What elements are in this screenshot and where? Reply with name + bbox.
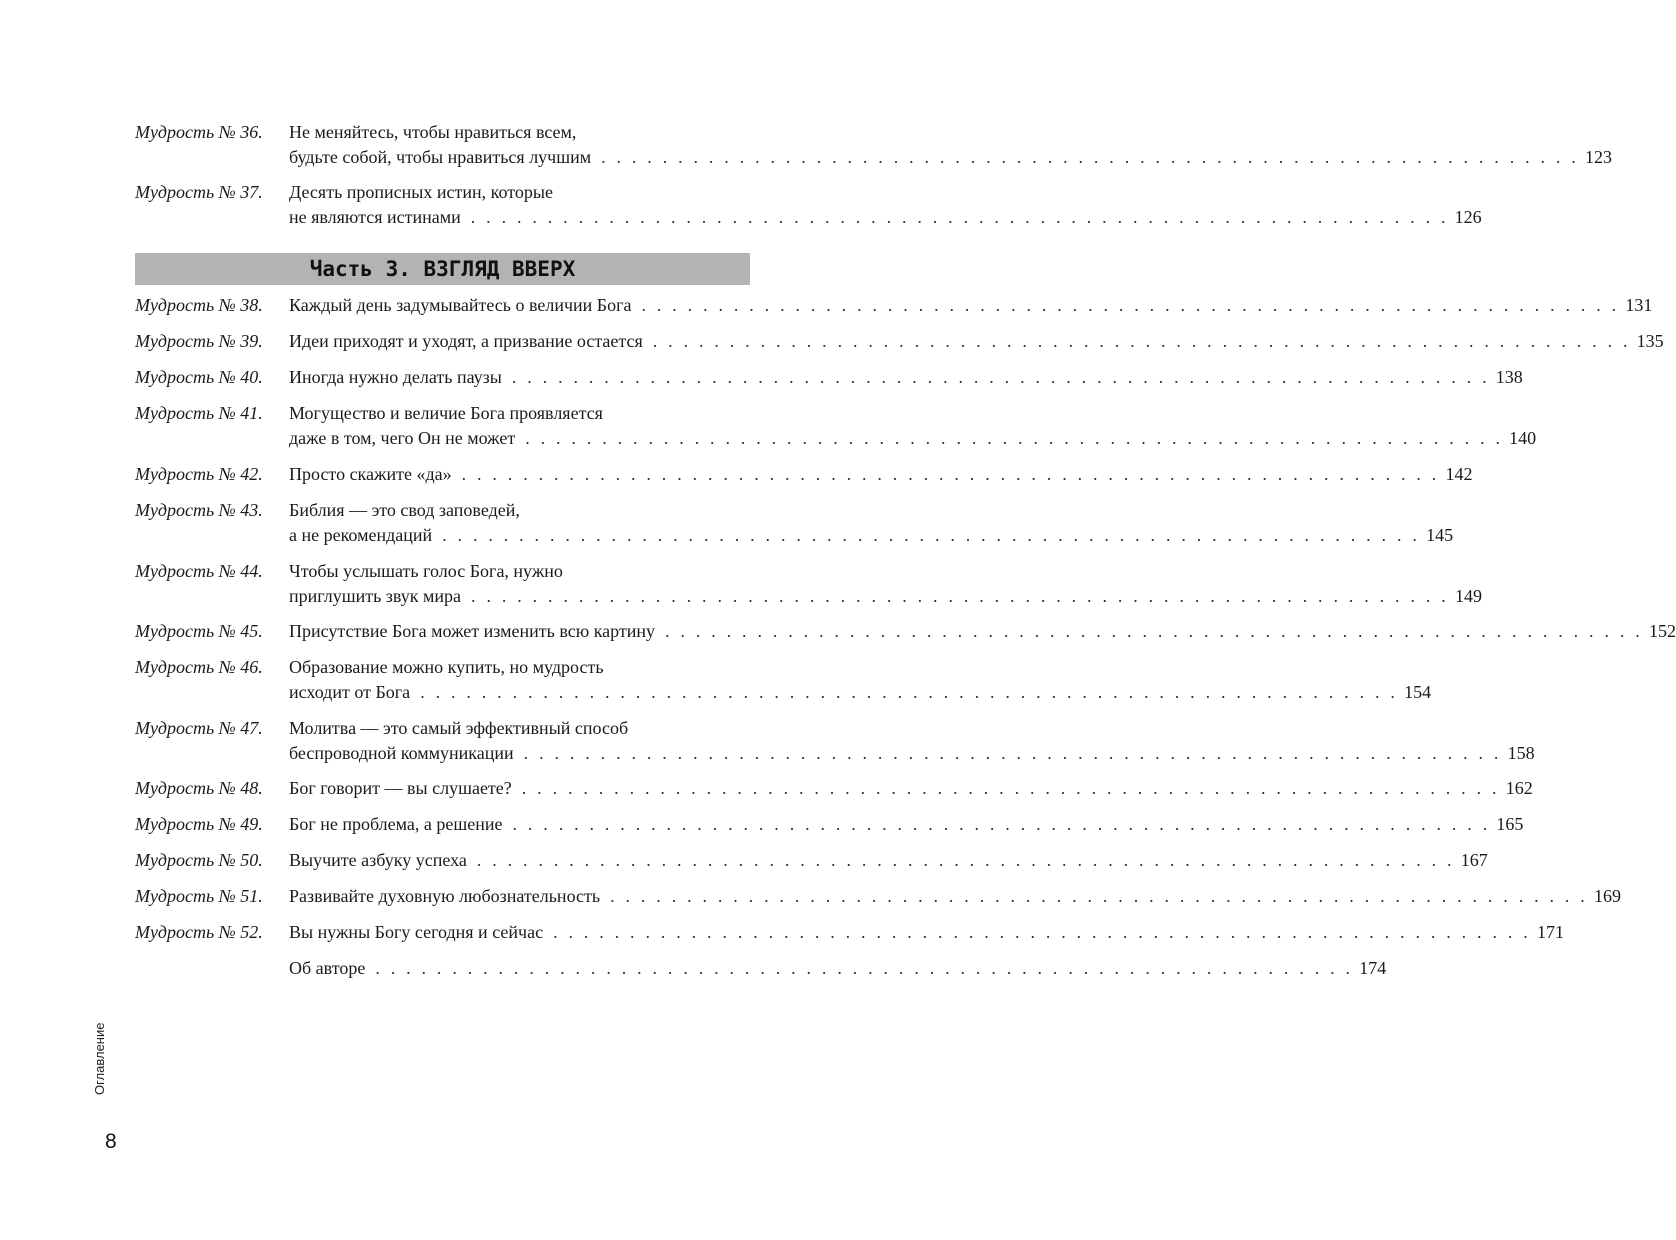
dot-leader: . . . . . . . . . . . . . . . . . . . . . . . . . . . . . . . . . . . . . . . . . . . . . . . . . . . . . . . . . . . . . . . . bbox=[420, 681, 1399, 702]
entry-title bbox=[289, 812, 1524, 837]
entry-title bbox=[289, 956, 1387, 981]
entry-title-line bbox=[289, 716, 750, 741]
entry-label: Мудрость № 49. bbox=[135, 814, 263, 834]
entry-title-text: Иногда нужно делать паузы bbox=[289, 367, 502, 387]
dot-leader: . . . . . . . . . . . . . . . . . . . . . . . . . . . . . . . . . . . . . . . . . . . . . . . . . . . . . . . . . . . . . . . . bbox=[641, 295, 1620, 315]
toc-entry bbox=[135, 365, 1523, 390]
entry-title-line bbox=[289, 523, 1454, 548]
dot-leader: . . . . . . . . . . . . . . . . . . . . . . . . . . . . . . . . . . . . . . . . . . . . . . . . . . . . . . . . . . . . . . . . bbox=[665, 621, 1643, 641]
entry-title bbox=[289, 401, 1537, 450]
entry-title bbox=[289, 920, 1564, 945]
entry-title-line bbox=[289, 462, 1473, 487]
entry-page-number: 174 bbox=[1359, 958, 1387, 978]
entry-title-line bbox=[289, 120, 750, 145]
entry-title bbox=[289, 619, 1676, 644]
entry-title-line bbox=[289, 884, 1621, 909]
entry-title-text: Не меняйтесь, чтобы нравиться всем, bbox=[289, 122, 577, 142]
dot-leader: . . . . . . . . . . . . . . . . . . . . . . . . . . . . . . . . . . . . . . . . . . . . . . . . . . . . . . . . . . . . . . . . bbox=[470, 206, 1449, 227]
entry-title bbox=[289, 329, 1664, 354]
entry-title-line bbox=[289, 329, 1664, 354]
entry-title-line bbox=[289, 365, 1523, 390]
dot-leader: . . . . . . . . . . . . . . . . . . . . . . . . . . . . . . . . . . . . . . . . . . . . . . . . . . . . . . . . . . . . . . . . bbox=[471, 585, 1449, 606]
entry-title-text: Бог говорит — вы слушаете? bbox=[289, 778, 512, 798]
entry-title bbox=[289, 365, 1523, 390]
running-head-vertical: Оглавление bbox=[92, 1022, 107, 1095]
toc-entry bbox=[135, 120, 1613, 169]
entry-title-text: Каждый день задумывайтесь о величии Бога bbox=[289, 295, 632, 315]
entry-title-line bbox=[289, 426, 1537, 451]
entry-label: Мудрость № 37. bbox=[135, 182, 263, 202]
entry-title-text: будьте собой, чтобы нравиться лучшим bbox=[289, 146, 592, 167]
entry-page-number: 140 bbox=[1509, 427, 1537, 448]
entry-page-number: 123 bbox=[1585, 146, 1613, 167]
entry-page-number: 152 bbox=[1648, 621, 1676, 641]
toc-entry bbox=[135, 329, 1664, 354]
entry-title-line bbox=[289, 956, 1387, 981]
entry-title-text: Присутствие Бога может изменить всю картину bbox=[289, 621, 656, 641]
entry-title-text: Просто скажите «да» bbox=[289, 464, 452, 484]
dot-leader: . . . . . . . . . . . . . . . . . . . . . . . . . . . . . . . . . . . . . . . . . . . . . . . . . . . . . . . . . . . . . . . . bbox=[553, 922, 1531, 942]
entry-page-number: 171 bbox=[1536, 922, 1564, 942]
entry-page-number: 138 bbox=[1495, 367, 1523, 387]
part-heading: Часть 3. ВЗГЛЯД ВВЕРХ bbox=[135, 253, 750, 285]
entry-label: Мудрость № 47. bbox=[135, 718, 263, 738]
dot-leader: . . . . . . . . . . . . . . . . . . . . . . . . . . . . . . . . . . . . . . . . . . . . . . . . . . . . . . . . . . . . . . . . bbox=[476, 850, 1455, 870]
entry-title-line bbox=[289, 655, 750, 680]
entry-label: Мудрость № 46. bbox=[135, 657, 263, 677]
entry-title-line bbox=[289, 293, 1653, 318]
entry-title-text: даже в том, чего Он не может bbox=[289, 427, 516, 448]
entry-title-line bbox=[289, 584, 1482, 609]
entry-title-line bbox=[289, 680, 1432, 705]
entry-page-number: 145 bbox=[1426, 524, 1454, 545]
entry-title-text: беспроводной коммуникации bbox=[289, 742, 514, 763]
entry-page-number: 142 bbox=[1445, 464, 1473, 484]
entry-title-text: Выучите азбуку успеха bbox=[289, 850, 467, 870]
entry-title bbox=[289, 180, 1482, 229]
entry-title-text: Десять прописных истин, которые bbox=[289, 182, 553, 202]
toc-entry bbox=[135, 920, 1564, 945]
entry-title bbox=[289, 293, 1653, 318]
entry-page-number: 149 bbox=[1454, 585, 1482, 606]
entry-label: Мудрость № 50. bbox=[135, 850, 263, 870]
entry-title-text: Образование можно купить, но мудрость bbox=[289, 657, 604, 677]
entry-title-line bbox=[289, 180, 750, 205]
dot-leader: . . . . . . . . . . . . . . . . . . . . . . . . . . . . . . . . . . . . . . . . . . . . . . . . . . . . . . . . . . . . . . . . bbox=[461, 464, 1440, 484]
entry-title-text: Бог не проблема, а решение bbox=[289, 814, 503, 834]
toc-entry bbox=[135, 462, 1473, 487]
entry-title-text: Могущество и величие Бога проявляется bbox=[289, 403, 603, 423]
dot-leader: . . . . . . . . . . . . . . . . . . . . . . . . . . . . . . . . . . . . . . . . . . . . . . . . . . . . . . . . . . . . . . . . bbox=[442, 524, 1421, 545]
entry-page-number: 158 bbox=[1507, 742, 1535, 763]
toc-entry bbox=[135, 655, 1432, 704]
entry-label: Мудрость № 48. bbox=[135, 778, 263, 798]
entry-label: Мудрость № 42. bbox=[135, 464, 263, 484]
entry-title-text: а не рекомендаций bbox=[289, 524, 433, 545]
entry-label: Мудрость № 52. bbox=[135, 922, 263, 942]
entry-title-text: Молитва — это самый эффективный способ bbox=[289, 718, 629, 738]
dot-leader: . . . . . . . . . . . . . . . . . . . . . . . . . . . . . . . . . . . . . . . . . . . . . . . . . . . . . . . . . . . . . . . . bbox=[512, 814, 1491, 834]
entry-label: Мудрость № 38. bbox=[135, 295, 263, 315]
dot-leader: . . . . . . . . . . . . . . . . . . . . . . . . . . . . . . . . . . . . . . . . . . . . . . . . . . . . . . . . . . . . . . . . bbox=[523, 742, 1502, 763]
toc-entry bbox=[135, 401, 1537, 450]
entry-label: Мудрость № 40. bbox=[135, 367, 263, 387]
entry-page-number: 169 bbox=[1594, 886, 1621, 906]
toc-entry bbox=[135, 848, 1488, 873]
entry-title bbox=[289, 462, 1473, 487]
entry-title-line bbox=[289, 498, 750, 523]
entry-title bbox=[289, 848, 1488, 873]
toc-entry bbox=[135, 716, 1535, 765]
dot-leader: . . . . . . . . . . . . . . . . . . . . . . . . . . . . . . . . . . . . . . . . . . . . . . . . . . . . . . . . . . . . . . . . bbox=[601, 146, 1580, 167]
entry-title-text: исходит от Бога bbox=[289, 681, 411, 702]
entry-page-number: 135 bbox=[1636, 331, 1664, 351]
dot-leader: . . . . . . . . . . . . . . . . . . . . . . . . . . . . . . . . . . . . . . . . . . . . . . . . . . . . . . . . . . . . . . . . bbox=[375, 958, 1354, 978]
entry-title bbox=[289, 120, 1613, 169]
entry-title bbox=[289, 884, 1621, 909]
toc-entry bbox=[135, 498, 1454, 547]
entry-title-text: Вы нужны Богу сегодня и сейчас bbox=[289, 922, 544, 942]
entry-page-number: 162 bbox=[1505, 778, 1533, 798]
entry-title bbox=[289, 776, 1533, 801]
entry-title-text: Библия — это свод заповедей, bbox=[289, 500, 520, 520]
toc-entry bbox=[135, 776, 1533, 801]
entry-label: Мудрость № 41. bbox=[135, 403, 263, 423]
entry-title-line bbox=[289, 559, 750, 584]
toc-entry bbox=[135, 812, 1524, 837]
entry-label: Мудрость № 44. bbox=[135, 561, 263, 581]
toc-entry bbox=[135, 619, 1676, 644]
dot-leader: . . . . . . . . . . . . . . . . . . . . . . . . . . . . . . . . . . . . . . . . . . . . . . . . . . . . . . . . . . . . . . . . bbox=[521, 778, 1500, 798]
entry-page-number: 167 bbox=[1460, 850, 1488, 870]
entry-title-text: Об авторе bbox=[289, 958, 366, 978]
entry-title-text: Развивайте духовную любознательность bbox=[289, 886, 601, 906]
entry-title-line bbox=[289, 205, 1482, 230]
entry-title-text: Идеи приходят и уходят, а призвание остается bbox=[289, 331, 643, 351]
dot-leader: . . . . . . . . . . . . . . . . . . . . . . . . . . . . . . . . . . . . . . . . . . . . . . . . . . . . . . . . . . . . . . . . bbox=[652, 331, 1631, 351]
entry-title-line bbox=[289, 741, 1535, 766]
entry-title-text: не являются истинами bbox=[289, 206, 461, 227]
entry-title-text: приглушить звук мира bbox=[289, 585, 462, 606]
entry-label: Мудрость № 36. bbox=[135, 122, 263, 142]
dot-leader: . . . . . . . . . . . . . . . . . . . . . . . . . . . . . . . . . . . . . . . . . . . . . . . . . . . . . . . . . . . . . . . . bbox=[511, 367, 1490, 387]
entry-label: Мудрость № 39. bbox=[135, 331, 263, 351]
entry-label: Мудрость № 51. bbox=[135, 886, 263, 906]
entry-label: Мудрость № 45. bbox=[135, 621, 263, 641]
entry-title bbox=[289, 655, 1432, 704]
toc-entry bbox=[135, 956, 1387, 981]
toc-entry bbox=[135, 884, 1621, 909]
entry-title-text: Чтобы услышать голос Бога, нужно bbox=[289, 561, 563, 581]
entry-page-number: 165 bbox=[1496, 814, 1524, 834]
dot-leader: . . . . . . . . . . . . . . . . . . . . . . . . . . . . . . . . . . . . . . . . . . . . . . . . . . . . . . . . . . . . . . . . bbox=[610, 886, 1588, 906]
entry-title-line bbox=[289, 920, 1564, 945]
entry-page-number: 131 bbox=[1625, 295, 1653, 315]
entry-label: Мудрость № 43. bbox=[135, 500, 263, 520]
entry-title-line bbox=[289, 145, 1613, 170]
entry-title-line bbox=[289, 776, 1533, 801]
entry-title-line bbox=[289, 848, 1488, 873]
dot-leader: . . . . . . . . . . . . . . . . . . . . . . . . . . . . . . . . . . . . . . . . . . . . . . . . . . . . . . . . . . . . . . . . bbox=[525, 427, 1504, 448]
entry-title bbox=[289, 498, 1454, 547]
entry-page-number: 154 bbox=[1404, 681, 1432, 702]
toc-entry bbox=[135, 180, 1482, 229]
entry-title bbox=[289, 716, 1535, 765]
entry-title-line bbox=[289, 812, 1524, 837]
entry-title bbox=[289, 559, 1482, 608]
entry-page-number: 126 bbox=[1454, 206, 1482, 227]
entry-title-line bbox=[289, 619, 1676, 644]
toc-entry bbox=[135, 293, 1653, 318]
entry-title-line bbox=[289, 401, 750, 426]
page-number: 8 bbox=[105, 1130, 117, 1153]
toc-entry bbox=[135, 559, 1482, 608]
